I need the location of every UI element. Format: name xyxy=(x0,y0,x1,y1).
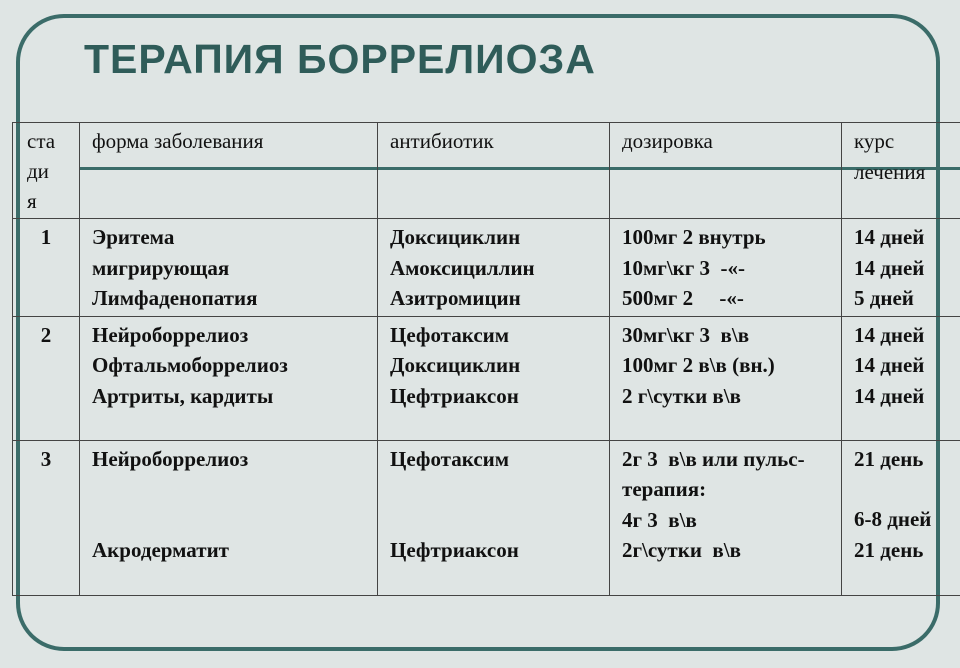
header-antibiotic: антибиотик xyxy=(378,123,610,219)
course-item: 14 дней xyxy=(854,255,925,280)
header-course xyxy=(842,123,960,219)
dosage-item: 2г\сутки в\в xyxy=(622,538,741,562)
antibiotic-item: Доксициклин xyxy=(390,225,521,249)
form-cell xyxy=(80,219,378,317)
antibiotic-item: Азитромицин xyxy=(390,286,521,310)
antibiotic-cell xyxy=(378,316,610,440)
header-stage-part: я xyxy=(27,189,37,213)
table-row xyxy=(13,440,960,595)
dosage-item: 10мг\кг 3 -«- xyxy=(622,255,746,280)
form-item: Нейроборрелиоз xyxy=(92,322,249,347)
header-course-label: курс лечения xyxy=(854,129,926,184)
header-stage xyxy=(13,123,80,219)
dosage-item: 100мг 2 в\в (вн.) xyxy=(622,353,775,377)
table-row xyxy=(13,219,960,317)
slide-title: ТЕРАПИЯ БОРРЕЛИОЗА xyxy=(84,36,596,82)
course-item: 14 дней xyxy=(854,225,925,249)
antibiotic-cell xyxy=(378,219,610,317)
dosage-cell xyxy=(610,316,842,440)
header-dosage: дозировка xyxy=(610,123,842,219)
antibiotic-item: Цефтриаксон xyxy=(390,383,519,408)
form-item: Лимфаденопатия xyxy=(92,286,258,310)
form-item: Эритема мигрирующая xyxy=(92,225,230,280)
course-cell xyxy=(842,440,960,595)
antibiotic-cell xyxy=(378,440,610,595)
course-cell xyxy=(842,316,960,440)
header-form: форма заболевания xyxy=(80,123,378,219)
form-item: Нейроборрелиоз xyxy=(92,446,249,471)
header-stage-part: ди xyxy=(27,159,49,183)
stage-cell: 2 xyxy=(13,316,80,440)
course-item: 14 дней xyxy=(854,383,925,408)
table-row xyxy=(13,316,960,440)
header-stage-part: ста xyxy=(27,129,56,153)
antibiotic-spacer xyxy=(390,474,597,535)
course-spacer xyxy=(854,474,960,504)
course-item: 5 дней xyxy=(854,286,914,310)
form-item: Акродерматит xyxy=(92,538,229,562)
course-item: 14 дней xyxy=(854,322,925,347)
form-item: Артриты, кардиты xyxy=(92,383,274,408)
course-item: 14 дней xyxy=(854,353,925,377)
dosage-item: 2г 3 в\в или пульс-терапия: xyxy=(622,446,805,501)
stage-cell: 3 xyxy=(13,440,80,595)
antibiotic-item: Цефотаксим xyxy=(390,322,510,347)
stage-cell: 1 xyxy=(13,219,80,317)
antibiotic-item: Цефтриаксон xyxy=(390,538,519,562)
form-cell xyxy=(80,316,378,440)
dosage-cell xyxy=(610,440,842,595)
course-item: 6-8 дней xyxy=(854,507,932,531)
therapy-table xyxy=(12,122,960,596)
course-item: 21 день xyxy=(854,537,924,562)
antibiotic-item: Цефотаксим xyxy=(390,446,510,471)
form-cell xyxy=(80,440,378,595)
dosage-item: 500мг 2 -«- xyxy=(622,286,744,310)
dosage-item: 2 г\сутки в\в xyxy=(622,383,741,408)
dosage-cell xyxy=(610,219,842,317)
form-spacer xyxy=(92,474,365,535)
dosage-item: 4г 3 в\в xyxy=(622,507,697,532)
antibiotic-item: Доксициклин xyxy=(390,353,521,377)
form-item: Офтальмоборрелиоз xyxy=(92,353,288,377)
antibiotic-item: Амоксициллин xyxy=(390,255,535,280)
table-header-row xyxy=(13,123,960,219)
dosage-item: 30мг\кг 3 в\в xyxy=(622,322,750,347)
dosage-item: 100мг 2 внутрь xyxy=(622,225,766,249)
course-item: 21 день xyxy=(854,446,924,471)
course-cell xyxy=(842,219,960,317)
